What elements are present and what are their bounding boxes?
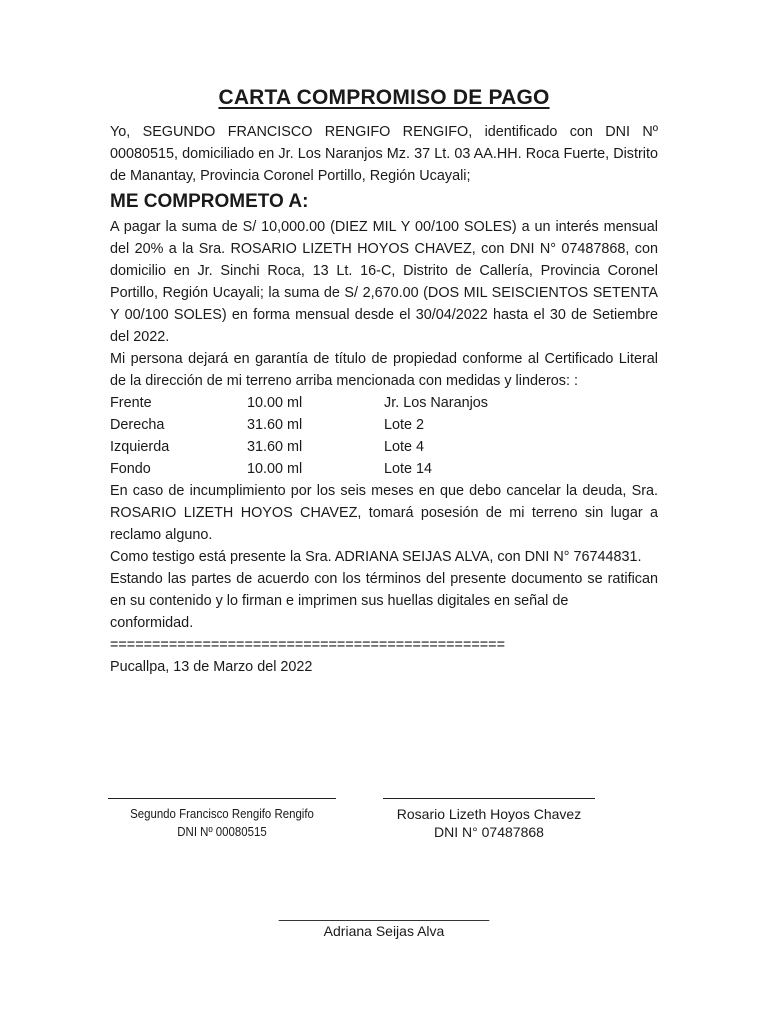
commitment-heading: ME COMPROMETO A: [110, 191, 309, 212]
measurement-length: 10.00 ml [247, 461, 303, 477]
measurement-length: 31.60 ml [247, 439, 303, 455]
measurement-row [110, 436, 658, 458]
document-body [110, 121, 658, 678]
place-date: Pucallpa, 13 de Marzo del 2022 [110, 659, 313, 675]
measurement-boundary: Lote 14 [384, 461, 433, 477]
measurements-table [110, 392, 658, 480]
measurement-boundary: Lote 2 [384, 417, 425, 433]
debtor-dni: DNI Nº 00080515 [177, 824, 267, 839]
witness-signature-block [270, 904, 498, 940]
measurement-boundary: Jr. Los Naranjos [384, 395, 488, 411]
debtor-signature-block [108, 798, 336, 841]
creditor-name: Rosario Lizeth Hoyos Chavez [396, 806, 582, 822]
measurement-length: 31.60 ml [247, 417, 303, 433]
measurement-side: Frente [110, 395, 152, 411]
creditor-dni: DNI N° 07487868 [434, 824, 544, 840]
debtor-name: Segundo Francisco Rengifo Rengifo [130, 806, 314, 821]
creditor-signature-line [383, 798, 595, 799]
measurement-side: Izquierda [110, 439, 170, 455]
breach-paragraph: En caso de incumplimiento por los seis meses en que debo cancelar la deuda, Sra. ROSARIO LIZETH HOYOS CHAVEZ, tomará posesión de mi terreno sin lugar a reclamo alguno. [110, 483, 658, 543]
measurement-length: 10.00 ml [247, 395, 303, 411]
guarantee-paragraph: Mi persona dejará en garantía de título de propiedad conforme al Certificado Literal de la dirección de mi terreno arriba mencionada con medidas y linderos: : [110, 351, 658, 389]
witness-signature-line: ___________________________ [278, 905, 490, 921]
measurement-side: Fondo [110, 461, 151, 477]
agreement-paragraph: Estando las partes de acuerdo con los términos del presente documento se ratifican en su contenido y lo firman e imprimen sus huellas digitales en señal de [110, 571, 658, 609]
document-title: CARTA COMPROMISO DE PAGO [218, 86, 550, 109]
measurement-boundary: Lote 4 [384, 439, 425, 455]
creditor-signature-block [383, 798, 595, 841]
agreement-paragraph-end: conformidad. [110, 615, 194, 631]
measurement-row [110, 458, 658, 480]
witness-paragraph: Como testigo está presente la Sra. ADRIANA SEIJAS ALVA, con DNI N° 76744831. [110, 549, 642, 565]
separator-line: =============================================== [110, 637, 505, 653]
debtor-signature-line [108, 798, 336, 799]
measurement-side: Derecha [110, 417, 165, 433]
measurement-row [110, 414, 658, 436]
measurement-row [110, 392, 658, 414]
witness-name: Adriana Seijas Alva [323, 923, 445, 939]
intro-paragraph: Yo, SEGUNDO FRANCISCO RENGIFO RENGIFO, identificado con DNI Nº 00080515, domiciliado en Jr. Los Naranjos Mz. 37 Lt. 03 AA.HH. Roca Fuerte, Distrito de Manantay, Provincia Coronel Portillo, Región Ucayali; [110, 124, 658, 184]
payment-paragraph: A pagar la suma de S/ 10,000.00 (DIEZ MIL Y 00/100 SOLES) a un interés mensual del 20% a la Sra. ROSARIO LIZETH HOYOS CHAVEZ, con DNI N° 07487868, con domicilio en Jr. Sinchi Roca, 13 Lt. 16-C, Distrito de Callería, Provincia Coronel Portillo, Región Ucayali; la suma de S/ 2,670.00 (DOS MIL SEISCIENTOS SETENTA Y 00/100 SOLES) en forma mensual desde el 30/04/2022 hasta el 30 de Setiembre del 2022. [110, 219, 658, 345]
